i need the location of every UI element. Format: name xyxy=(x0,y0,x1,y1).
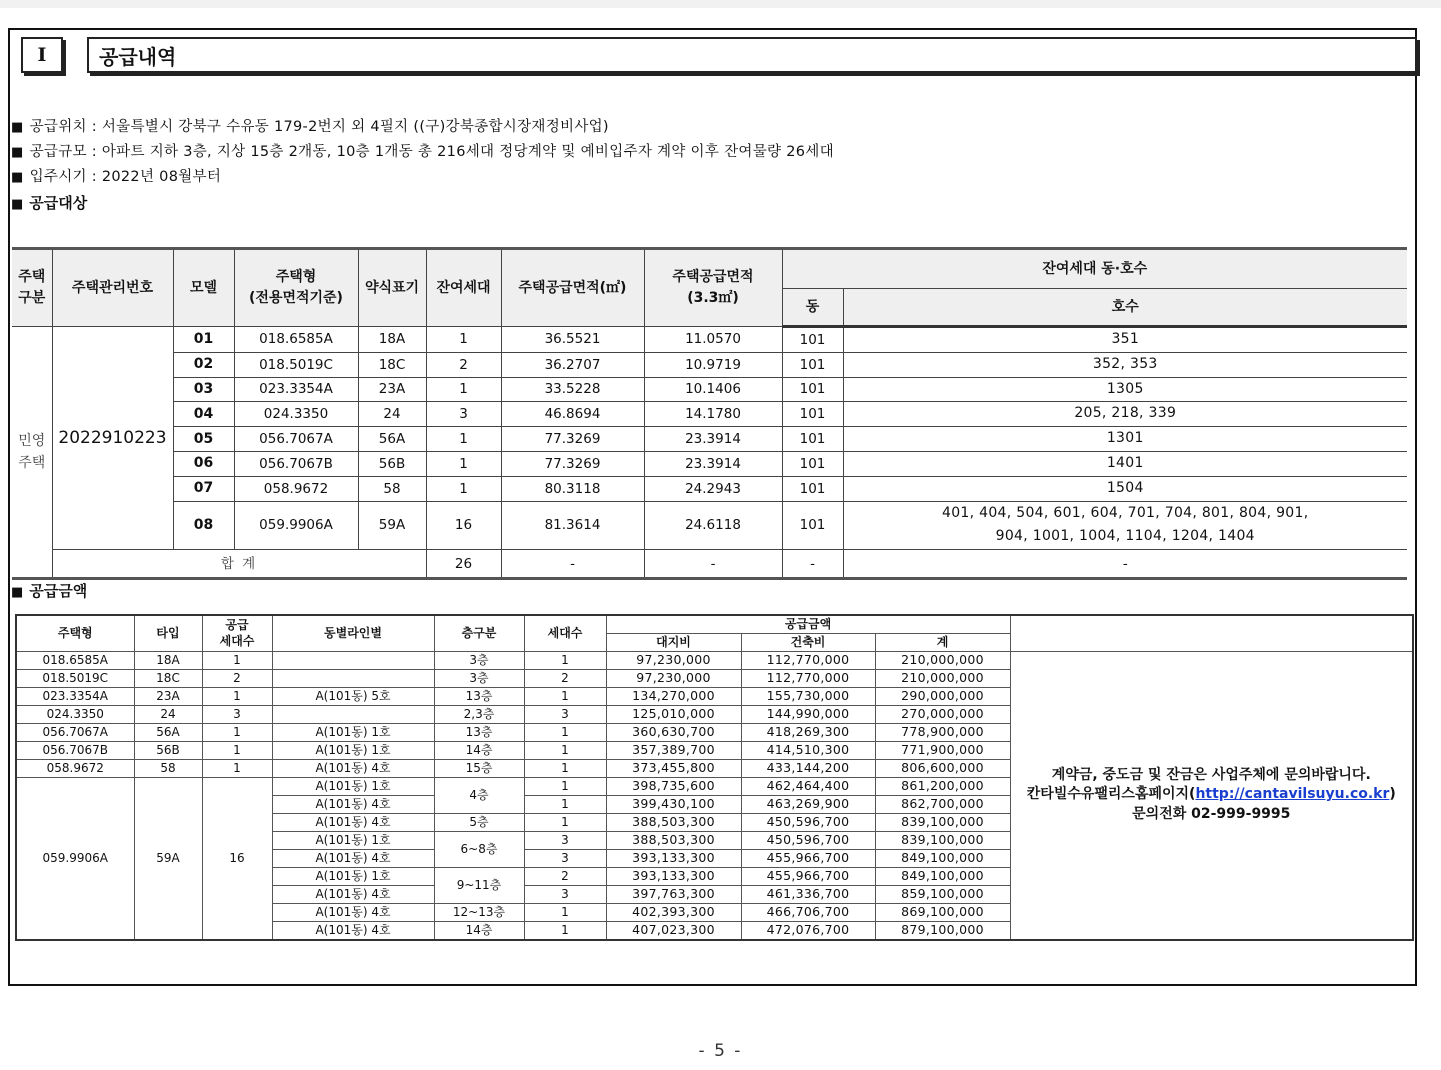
col-ho: 호수 xyxy=(843,289,1407,327)
area-m2-cell: 36.2707 xyxy=(501,352,644,377)
house-type-cell: 056.7067B xyxy=(234,451,358,476)
short-cell: 18A xyxy=(358,327,426,353)
line-cell xyxy=(272,669,434,687)
units-cell: 1 xyxy=(524,723,606,741)
land-cost-cell: 97,230,000 xyxy=(606,651,741,669)
supply-target-heading-text: 공급대상 xyxy=(29,194,88,212)
house-type-cell: 059.9906A xyxy=(16,777,134,940)
short-cell: 58 xyxy=(358,476,426,501)
bullet-square-icon: ■ xyxy=(11,197,24,212)
total-cost-cell: 869,100,000 xyxy=(875,903,1010,921)
building-cost-cell: 463,269,900 xyxy=(741,795,875,813)
supply-target-heading xyxy=(11,192,87,213)
supply-units-cell: 3 xyxy=(202,705,272,723)
area-py-cell: 23.3914 xyxy=(644,427,782,452)
total-label: 합 계 xyxy=(52,550,426,579)
col-line: 동별라인별 xyxy=(272,615,434,651)
ho-cell: 351 xyxy=(843,327,1407,353)
ho-cell: 401, 404, 504, 601, 604, 701, 704, 801, 804, 901, 904, 1001, 1004, 1104, 1204, 1404 xyxy=(843,501,1407,550)
house-type-cell: 018.6585A xyxy=(16,651,134,669)
total-cost-cell: 270,000,000 xyxy=(875,705,1010,723)
bullet-square-icon: ■ xyxy=(11,170,24,185)
line-cell: A(101동) 1호 xyxy=(272,867,434,885)
total-cost-cell: 290,000,000 xyxy=(875,687,1010,705)
type-cell: 18A xyxy=(134,651,202,669)
floor-cell: 9~11층 xyxy=(434,867,524,903)
model-cell: 08 xyxy=(173,501,234,550)
house-type-cell: 023.3354A xyxy=(16,687,134,705)
area-m2-cell: 81.3614 xyxy=(501,501,644,550)
building-cost-cell: 112,770,000 xyxy=(741,651,875,669)
land-cost-cell: 134,270,000 xyxy=(606,687,741,705)
mgmt-no-cell: 2022910223 xyxy=(52,327,173,550)
area-py-cell: 14.1780 xyxy=(644,402,782,427)
floor-cell: 14층 xyxy=(434,741,524,759)
info-location xyxy=(11,115,609,136)
info-value: 서울특별시 강북구 수유동 179-2번지 외 4필지 ((구)강북종합시장재정비사업) xyxy=(101,119,609,135)
supply-price-table xyxy=(15,614,1414,941)
line-cell: A(101동) 4호 xyxy=(272,903,434,921)
line-cell: A(101동) 1호 xyxy=(272,741,434,759)
supply-amount-heading-text: 공급금액 xyxy=(29,582,88,600)
remaining-cell: 2 xyxy=(426,352,501,377)
col-total: 계 xyxy=(875,633,1010,651)
total-cost-cell: 862,700,000 xyxy=(875,795,1010,813)
units-cell: 1 xyxy=(524,795,606,813)
table-row xyxy=(16,651,1413,669)
line-cell: A(101동) 4호 xyxy=(272,759,434,777)
line-cell: A(101동) 1호 xyxy=(272,831,434,849)
floor-cell: 2,3층 xyxy=(434,705,524,723)
total-cost-cell: 778,900,000 xyxy=(875,723,1010,741)
total-cost-cell: 879,100,000 xyxy=(875,921,1010,940)
contact-note xyxy=(1010,651,1413,940)
total-cost-cell: 806,600,000 xyxy=(875,759,1010,777)
total-dong: - xyxy=(782,550,843,579)
building-cost-cell: 112,770,000 xyxy=(741,669,875,687)
house-type-cell: 024.3350 xyxy=(234,402,358,427)
units-cell: 3 xyxy=(524,705,606,723)
col-area-m2: 주택공급면적(㎡) xyxy=(501,249,644,327)
units-cell: 1 xyxy=(524,741,606,759)
dong-cell: 101 xyxy=(782,501,843,550)
type-cell: 56A xyxy=(134,723,202,741)
header-filler xyxy=(1010,615,1413,651)
floor-cell: 12~13층 xyxy=(434,903,524,921)
info-scale xyxy=(11,140,834,161)
supply-units-cell: 2 xyxy=(202,669,272,687)
house-type-cell: 056.7067A xyxy=(16,723,134,741)
ho-cell: 205, 218, 339 xyxy=(843,402,1407,427)
total-m2: - xyxy=(501,550,644,579)
info-label: 공급규모 xyxy=(29,144,87,160)
bullet-square-icon: ■ xyxy=(11,120,24,135)
house-type-cell: 059.9906A xyxy=(234,501,358,550)
total-cost-cell: 859,100,000 xyxy=(875,885,1010,903)
floor-cell: 13층 xyxy=(434,723,524,741)
col-model: 모델 xyxy=(173,249,234,327)
housing-type-cell: 민영 주택 xyxy=(12,327,52,579)
floor-cell: 4층 xyxy=(434,777,524,813)
floor-cell: 13층 xyxy=(434,687,524,705)
total-cost-cell: 839,100,000 xyxy=(875,813,1010,831)
land-cost-cell: 393,133,300 xyxy=(606,867,741,885)
model-cell: 05 xyxy=(173,427,234,452)
total-cost-cell: 839,100,000 xyxy=(875,831,1010,849)
building-cost-cell: 455,966,700 xyxy=(741,849,875,867)
supply-amount-heading xyxy=(11,580,87,601)
supply-units-cell: 1 xyxy=(202,723,272,741)
col-dong: 동 xyxy=(782,289,843,327)
col-units: 세대수 xyxy=(524,615,606,651)
total-cost-cell: 210,000,000 xyxy=(875,669,1010,687)
land-cost-cell: 402,393,300 xyxy=(606,903,741,921)
total-cost-cell: 861,200,000 xyxy=(875,777,1010,795)
supply-units-cell: 1 xyxy=(202,759,272,777)
line-cell: A(101동) 1호 xyxy=(272,777,434,795)
dong-cell: 101 xyxy=(782,352,843,377)
info-movein xyxy=(11,165,221,186)
units-cell: 1 xyxy=(524,759,606,777)
area-m2-cell: 36.5521 xyxy=(501,327,644,353)
line-cell: A(101동) 4호 xyxy=(272,813,434,831)
short-cell: 59A xyxy=(358,501,426,550)
area-m2-cell: 80.3118 xyxy=(501,476,644,501)
building-cost-cell: 144,990,000 xyxy=(741,705,875,723)
type-cell: 58 xyxy=(134,759,202,777)
remaining-cell: 1 xyxy=(426,377,501,402)
line-cell: A(101동) 4호 xyxy=(272,921,434,940)
building-cost-cell: 418,269,300 xyxy=(741,723,875,741)
short-cell: 24 xyxy=(358,402,426,427)
land-cost-cell: 399,430,100 xyxy=(606,795,741,813)
area-py-cell: 10.9719 xyxy=(644,352,782,377)
note-line3: 문의전화 02-999-9995 xyxy=(1132,805,1291,822)
type-cell: 24 xyxy=(134,705,202,723)
top-shade xyxy=(0,0,1441,8)
total-remaining: 26 xyxy=(426,550,501,579)
col-type: 타입 xyxy=(134,615,202,651)
model-cell: 03 xyxy=(173,377,234,402)
col-house-type: 주택형 (전용면적기준) xyxy=(234,249,358,327)
short-cell: 23A xyxy=(358,377,426,402)
units-cell: 1 xyxy=(524,687,606,705)
homepage-link[interactable]: http://cantavilsuyu.co.kr xyxy=(1195,786,1390,803)
info-label: 입주시기 xyxy=(29,169,87,185)
remaining-cell: 1 xyxy=(426,427,501,452)
land-cost-cell: 373,455,800 xyxy=(606,759,741,777)
units-cell: 3 xyxy=(524,885,606,903)
section-number: I xyxy=(21,37,63,73)
ho-cell: 1401 xyxy=(843,451,1407,476)
section-title: 공급내역 xyxy=(87,37,1417,73)
info-value: 2022년 08월부터 xyxy=(101,169,222,185)
short-cell: 56A xyxy=(358,427,426,452)
remaining-cell: 1 xyxy=(426,327,501,353)
table-row xyxy=(12,427,1407,452)
building-cost-cell: 414,510,300 xyxy=(741,741,875,759)
area-m2-cell: 33.5228 xyxy=(501,377,644,402)
bullet-square-icon: ■ xyxy=(11,585,24,600)
total-cost-cell: 849,100,000 xyxy=(875,849,1010,867)
floor-cell: 15층 xyxy=(434,759,524,777)
total-py: - xyxy=(644,550,782,579)
dong-cell: 101 xyxy=(782,327,843,353)
table-row xyxy=(12,327,1407,353)
floor-cell: 6~8층 xyxy=(434,831,524,867)
info-separator: : xyxy=(91,144,97,160)
model-cell: 02 xyxy=(173,352,234,377)
floor-cell: 3층 xyxy=(434,669,524,687)
house-type-cell: 056.7067A xyxy=(234,427,358,452)
dong-cell: 101 xyxy=(782,377,843,402)
supply-units-cell: 16 xyxy=(202,777,272,940)
short-cell: 56B xyxy=(358,451,426,476)
floor-cell: 3층 xyxy=(434,651,524,669)
area-py-cell: 24.6118 xyxy=(644,501,782,550)
total-row xyxy=(12,550,1407,579)
total-cost-cell: 771,900,000 xyxy=(875,741,1010,759)
building-cost-cell: 450,596,700 xyxy=(741,813,875,831)
total-cost-cell: 849,100,000 xyxy=(875,867,1010,885)
info-separator: : xyxy=(91,119,97,135)
house-type-cell: 056.7067B xyxy=(16,741,134,759)
land-cost-cell: 388,503,300 xyxy=(606,831,741,849)
supply-units-cell: 1 xyxy=(202,651,272,669)
units-cell: 2 xyxy=(524,867,606,885)
house-type-cell: 018.5019C xyxy=(234,352,358,377)
remaining-cell: 1 xyxy=(426,451,501,476)
house-type-cell: 024.3350 xyxy=(16,705,134,723)
house-type-cell: 018.6585A xyxy=(234,327,358,353)
table-row xyxy=(12,451,1407,476)
supply-units-cell: 1 xyxy=(202,741,272,759)
house-type-cell: 018.5019C xyxy=(16,669,134,687)
info-label: 공급위치 xyxy=(29,119,87,135)
land-cost-cell: 357,389,700 xyxy=(606,741,741,759)
col-remaining-units: 잔여세대 동·호수 xyxy=(782,249,1407,289)
building-cost-cell: 450,596,700 xyxy=(741,831,875,849)
area-m2-cell: 77.3269 xyxy=(501,427,644,452)
model-cell: 07 xyxy=(173,476,234,501)
area-py-cell: 10.1406 xyxy=(644,377,782,402)
total-cost-cell: 210,000,000 xyxy=(875,651,1010,669)
remaining-cell: 1 xyxy=(426,476,501,501)
building-cost-cell: 455,966,700 xyxy=(741,867,875,885)
remaining-cell: 3 xyxy=(426,402,501,427)
units-cell: 3 xyxy=(524,831,606,849)
units-cell: 1 xyxy=(524,651,606,669)
col-house-type: 주택형 xyxy=(16,615,134,651)
units-cell: 1 xyxy=(524,777,606,795)
table-row xyxy=(12,501,1407,550)
land-cost-cell: 125,010,000 xyxy=(606,705,741,723)
building-cost-cell: 433,144,200 xyxy=(741,759,875,777)
note-line2: 칸타빌수유팰리스홈페이지(http://cantavilsuyu.co.kr) xyxy=(1026,786,1396,803)
line-cell: A(101동) 4호 xyxy=(272,885,434,903)
info-value: 아파트 지하 3층, 지상 15층 2개동, 10층 1개동 총 216세대 정당계약 및 예비입주자 계약 이후 잔여물량 26세대 xyxy=(101,144,834,160)
house-type-cell: 023.3354A xyxy=(234,377,358,402)
units-cell: 1 xyxy=(524,813,606,831)
note-line1: 계약금, 중도금 및 잔금은 사업주체에 문의바랍니다. xyxy=(1051,766,1371,783)
land-cost-cell: 97,230,000 xyxy=(606,669,741,687)
line-cell: A(101동) 4호 xyxy=(272,795,434,813)
units-cell: 1 xyxy=(524,921,606,940)
land-cost-cell: 393,133,300 xyxy=(606,849,741,867)
dong-cell: 101 xyxy=(782,427,843,452)
col-floor: 층구분 xyxy=(434,615,524,651)
line-cell: A(101동) 1호 xyxy=(272,723,434,741)
area-py-cell: 24.2943 xyxy=(644,476,782,501)
line-cell: A(101동) 5호 xyxy=(272,687,434,705)
type-cell: 18C xyxy=(134,669,202,687)
land-cost-cell: 397,763,300 xyxy=(606,885,741,903)
land-cost-cell: 388,503,300 xyxy=(606,813,741,831)
land-cost-cell: 407,023,300 xyxy=(606,921,741,940)
house-type-cell: 058.9672 xyxy=(16,759,134,777)
col-area-py: 주택공급면적 (3.3㎡) xyxy=(644,249,782,327)
ho-cell: 1305 xyxy=(843,377,1407,402)
dong-cell: 101 xyxy=(782,451,843,476)
line-cell xyxy=(272,705,434,723)
type-cell: 59A xyxy=(134,777,202,940)
building-cost-cell: 462,464,400 xyxy=(741,777,875,795)
line-cell: A(101동) 4호 xyxy=(272,849,434,867)
units-cell: 2 xyxy=(524,669,606,687)
table-row xyxy=(12,352,1407,377)
col-supply-units: 공급 세대수 xyxy=(202,615,272,651)
supply-target-table xyxy=(12,247,1407,580)
ho-cell: 1504 xyxy=(843,476,1407,501)
type-cell: 56B xyxy=(134,741,202,759)
ho-cell: 352, 353 xyxy=(843,352,1407,377)
short-cell: 18C xyxy=(358,352,426,377)
building-cost-cell: 155,730,000 xyxy=(741,687,875,705)
col-land: 대지비 xyxy=(606,633,741,651)
line-cell xyxy=(272,651,434,669)
area-py-cell: 11.0570 xyxy=(644,327,782,353)
type-cell: 23A xyxy=(134,687,202,705)
col-mgmt-no: 주택관리번호 xyxy=(52,249,173,327)
col-housing-type: 주택 구분 xyxy=(12,249,52,327)
col-price: 공급금액 xyxy=(606,615,1010,633)
total-ho: - xyxy=(843,550,1407,579)
table-row xyxy=(12,402,1407,427)
bullet-square-icon: ■ xyxy=(11,145,24,160)
land-cost-cell: 398,735,600 xyxy=(606,777,741,795)
info-separator: : xyxy=(91,169,97,185)
floor-cell: 5층 xyxy=(434,813,524,831)
remaining-cell: 16 xyxy=(426,501,501,550)
building-cost-cell: 472,076,700 xyxy=(741,921,875,940)
model-cell: 01 xyxy=(173,327,234,353)
floor-cell: 14층 xyxy=(434,921,524,940)
units-cell: 1 xyxy=(524,903,606,921)
dong-cell: 101 xyxy=(782,476,843,501)
building-cost-cell: 461,336,700 xyxy=(741,885,875,903)
area-m2-cell: 77.3269 xyxy=(501,451,644,476)
page-number: - 5 - xyxy=(698,1041,743,1061)
dong-cell: 101 xyxy=(782,402,843,427)
table-row xyxy=(12,476,1407,501)
units-cell: 3 xyxy=(524,849,606,867)
model-cell: 04 xyxy=(173,402,234,427)
model-cell: 06 xyxy=(173,451,234,476)
col-building: 건축비 xyxy=(741,633,875,651)
area-m2-cell: 46.8694 xyxy=(501,402,644,427)
house-type-cell: 058.9672 xyxy=(234,476,358,501)
land-cost-cell: 360,630,700 xyxy=(606,723,741,741)
col-short: 약식표기 xyxy=(358,249,426,327)
area-py-cell: 23.3914 xyxy=(644,451,782,476)
building-cost-cell: 466,706,700 xyxy=(741,903,875,921)
table-row xyxy=(12,377,1407,402)
supply-units-cell: 1 xyxy=(202,687,272,705)
col-remaining: 잔여세대 xyxy=(426,249,501,327)
ho-cell: 1301 xyxy=(843,427,1407,452)
